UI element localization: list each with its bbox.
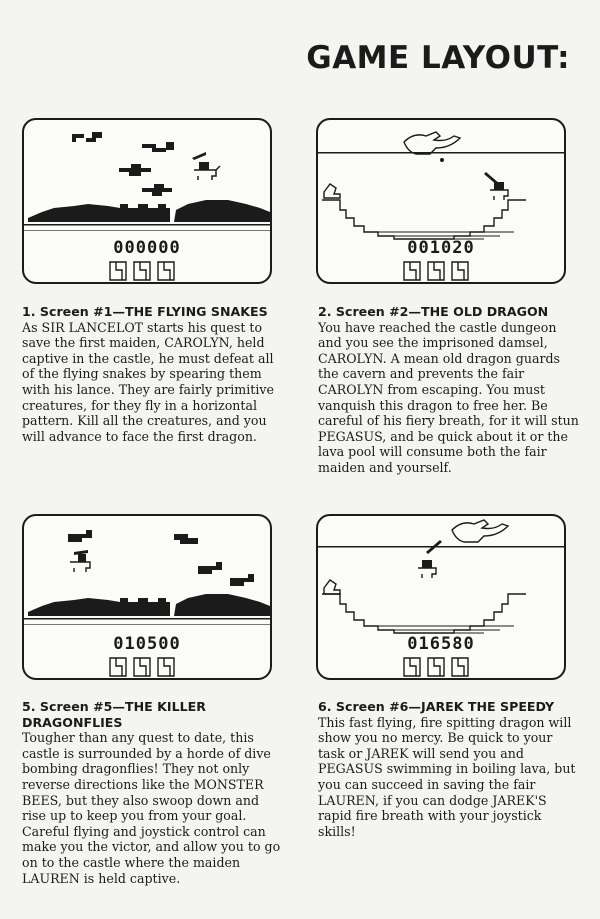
caption-heading: 1. Screen #1—THE FLYING SNAKES — [22, 304, 268, 319]
caption-text: This fast flying, fire spitting dragon will show you no mercy. Be quick to your task or JAREK will send you and PEGASUS swimming in boiling lava, but you can succeed in saving the fair LAUREN, if you can dodge JAREK'S rapid fire breath with your joystick skills! — [318, 714, 576, 839]
caption-text: Tougher than any quest to date, this castle is surrounded by a horde of dive bombing dragonflies! They not only reverse directions like the MONSTER BEES, but they also swoop down and rise up to keep you from your goal. Careful flying and joystick control can make you the victor, and allow you to go on to the castle where the maiden LAUREN is held captive. — [22, 730, 281, 886]
page-title: GAME LAYOUT: — [306, 40, 570, 76]
caption-screen-6 — [318, 699, 580, 839]
screen-6-image — [316, 514, 566, 680]
score-readout: 016580 — [407, 634, 475, 654]
caption-screen-2 — [318, 304, 580, 476]
caption-heading: 6. Screen #6—JAREK THE SPEEDY — [318, 699, 555, 714]
score-readout: 001020 — [407, 238, 475, 258]
caption-text: As SIR LANCELOT starts his quest to save the first maiden, CAROLYN, held captive in the castle, he must defeat all of the flying snakes by spearing them with his lance. They are fairly primitive creatures, for they fly in a horizontal pattern. Kill all the creatures, and you will advance to face the first dragon. — [22, 319, 274, 444]
caption-heading: 2. Screen #2—THE OLD DRAGON — [318, 304, 549, 319]
screen-1-image — [22, 118, 272, 284]
caption-screen-1 — [22, 304, 284, 444]
caption-screen-5 — [22, 699, 284, 886]
caption-heading: 5. Screen #5—THE KILLER DRAGONFLIES — [22, 699, 206, 730]
screen-2-image — [316, 118, 566, 284]
screen-5-image — [22, 514, 272, 680]
score-readout: 010500 — [113, 634, 181, 654]
caption-text: You have reached the castle dungeon and you see the imprisoned damsel, CAROLYN. A mean old dragon guards the cavern and prevents the fair CAROLYN from escaping. You must vanquish this dragon to free her. Be careful of his fiery breath, for it will stun PEGASUS, and be quick about it or the lava pool will consume both the fair maiden and yourself. — [318, 319, 579, 475]
score-readout: 000000 — [113, 238, 181, 258]
